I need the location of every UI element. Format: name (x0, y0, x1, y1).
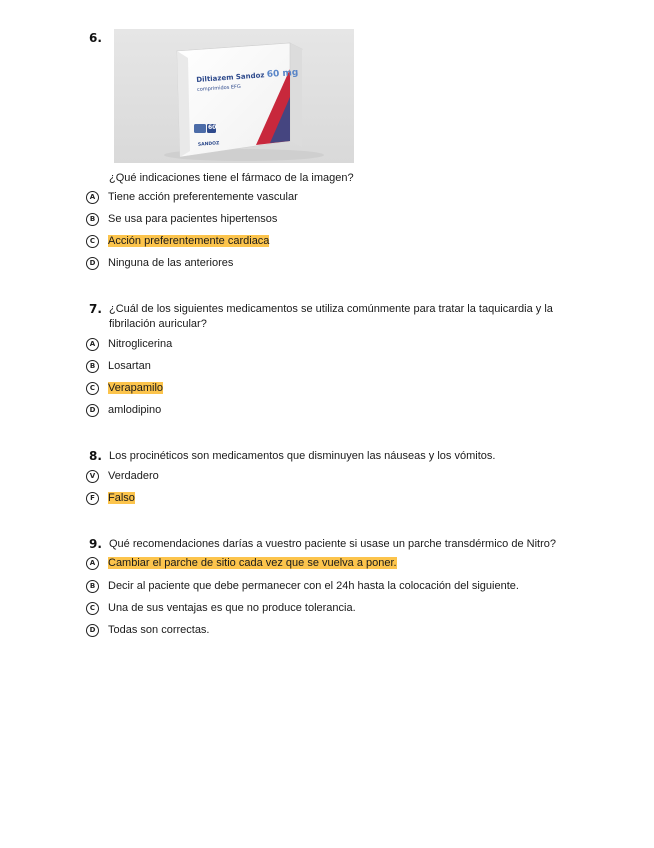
question-7-option-d[interactable] (86, 402, 161, 418)
option-text-highlighted: Cambiar el parche de sitio cada vez que se vuelva a poner. (108, 557, 397, 569)
question-9-option-b[interactable] (86, 578, 519, 594)
option-letter-badge: B (86, 213, 99, 226)
pack-count: 60 (208, 124, 217, 131)
option-letter-badge: C (86, 235, 99, 248)
question-6-option-b[interactable] (86, 211, 277, 227)
option-letter-badge: C (86, 382, 99, 395)
option-text: Nitroglicerina (108, 338, 173, 350)
option-letter-badge: C (86, 602, 99, 615)
question-7-text (109, 302, 589, 332)
option-text: Verdadero (108, 470, 159, 482)
drug-dose: 60 mg (266, 67, 299, 81)
drug-package-image (114, 29, 354, 163)
option-text: Tiene acción preferentemente vascular (108, 191, 298, 203)
option-text-highlighted: Acción preferentemente cardiaca (108, 235, 270, 247)
option-letter-badge: A (86, 338, 99, 351)
question-7-option-b[interactable] (86, 358, 151, 374)
option-letter-badge: V (86, 470, 99, 483)
option-text-highlighted: Verapamilo (108, 382, 164, 394)
option-text: Se usa para pacientes hipertensos (108, 213, 278, 225)
question-7-text-line1: ¿Cuál de los siguientes medicamentos se utiliza comúnmente para tratar la taquicardia y la (109, 303, 553, 315)
question-7-option-a[interactable] (86, 336, 172, 352)
option-letter-badge: D (86, 404, 99, 417)
question-9-number: 9. (89, 537, 102, 551)
option-text: Losartan (108, 360, 151, 372)
option-text: Todas son correctas. (108, 624, 210, 636)
question-8-option-f[interactable] (86, 490, 135, 506)
option-letter-badge: B (86, 360, 99, 373)
question-7-option-c[interactable] (86, 380, 163, 396)
question-6-text: ¿Qué indicaciones tiene el fármaco de la imagen? (109, 172, 354, 184)
question-6-option-a[interactable] (86, 189, 298, 205)
question-9-option-a[interactable] (86, 555, 397, 571)
option-text: amlodipino (108, 404, 162, 416)
question-6-option-d[interactable] (86, 255, 233, 271)
option-text: Decir al paciente que debe permanecer con el 24h hasta la colocación del siguiente. (108, 580, 519, 592)
option-letter-badge: D (86, 624, 99, 637)
question-9-option-c[interactable] (86, 600, 356, 616)
drug-maker-logo: SANDOZ (197, 141, 220, 148)
drug-brand-name: Diltiazem Sandoz (196, 71, 265, 84)
drug-subtitle: comprimidos EFG (196, 83, 242, 93)
question-7-text-line2: fibrilación auricular? (109, 318, 207, 330)
question-8-text: Los procinéticos son medicamentos que disminuyen las náuseas y los vómitos. (109, 450, 496, 462)
question-9-text: Qué recomendaciones darías a vuestro paciente si usase un parche transdérmico de Nitro? (109, 538, 556, 550)
option-letter-badge: B (86, 580, 99, 593)
question-6-option-c[interactable] (86, 233, 269, 249)
option-text: Ninguna de las anteriores (108, 257, 234, 269)
option-letter-badge: D (86, 257, 99, 270)
question-6-number: 6. (89, 31, 102, 45)
option-letter-badge: A (86, 191, 99, 204)
option-text: Una de sus ventajas es que no produce tolerancia. (108, 602, 356, 614)
medicine-box-illustration (114, 29, 354, 163)
option-text-highlighted: Falso (108, 492, 135, 504)
question-8-number: 8. (89, 449, 102, 463)
question-8-option-v[interactable] (86, 468, 159, 484)
option-letter-badge: A (86, 557, 99, 570)
question-7-number: 7. (89, 302, 102, 316)
question-9-option-d[interactable] (86, 622, 210, 638)
option-letter-badge: F (86, 492, 99, 505)
